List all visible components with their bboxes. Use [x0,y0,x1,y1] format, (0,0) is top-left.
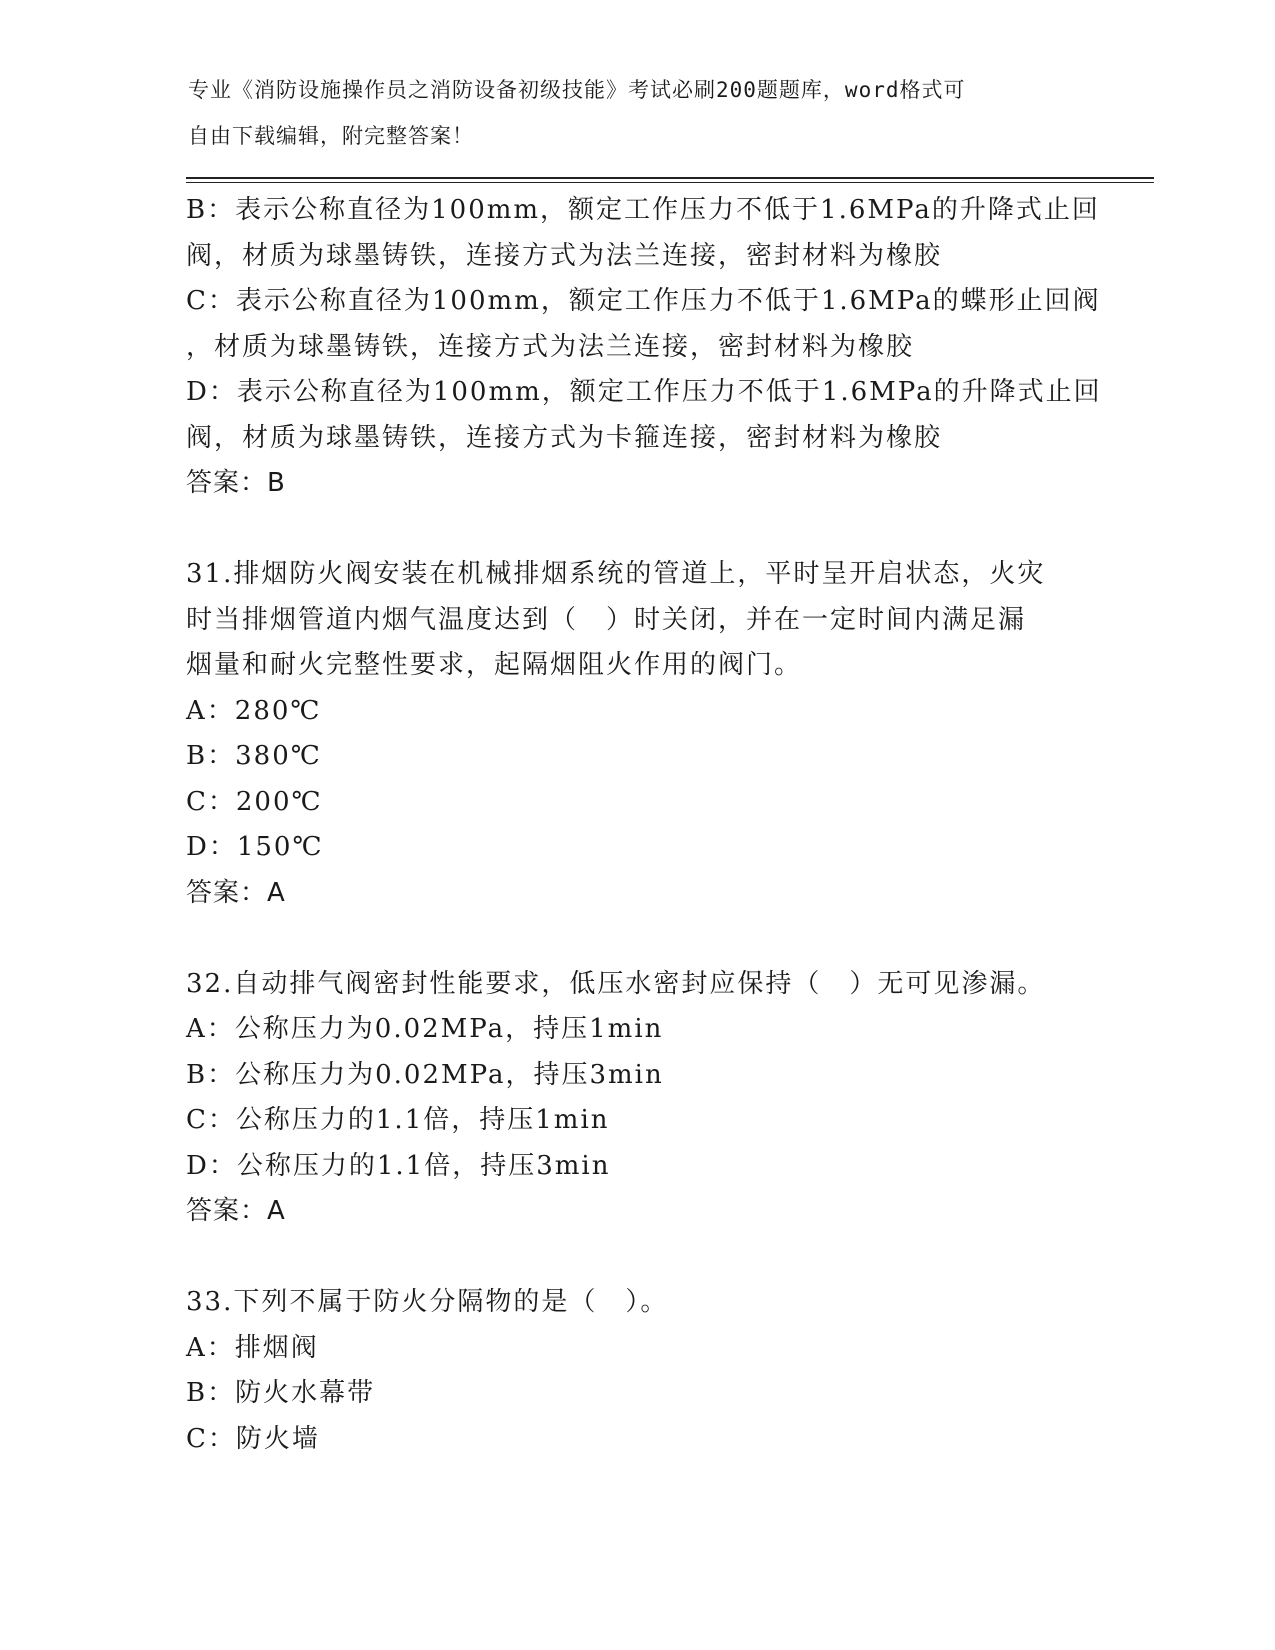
option-a: A：280℃ [186,695,322,726]
option-c: C：防火墙 [186,1423,320,1454]
answer: 答案：B [186,468,286,498]
answer: 答案：A [186,1196,286,1226]
question-32 [186,962,1086,1235]
document-body [186,188,1102,1462]
document-header [188,74,1088,165]
question-stem: 时当排烟管道内烟气温度达到（ ）时关闭，并在一定时间内满足漏 [186,604,1027,635]
option-d: D：公称压力的1.1倍，持压3min [186,1150,611,1181]
question-stem: 32.自动排气阀密封性能要求，低压水密封应保持（ ）无可见渗漏。 [186,968,1046,999]
option-a: A：公称压力为0.02MPa，持压1min [186,1014,664,1044]
header-line: 自由下载编辑，附完整答案！ [188,123,474,148]
question-stem: 33.下列不属于防火分隔物的是（ ）。 [186,1287,669,1317]
answer: 答案：A [186,877,286,908]
option-b: B：防火水幕带 [186,1378,376,1408]
question-31 [186,552,1086,916]
option-b: B：380℃ [186,741,322,771]
option-d-cont: 阀，材质为球墨铸铁，连接方式为卡箍连接，密封材料为橡胶 [186,422,943,453]
option-c: C：200℃ [186,786,323,817]
option-b: B：公称压力为0.02MPa，持压3min [186,1059,664,1090]
option-b: B：表示公称直径为100mm，额定工作压力不低于1.6MPa的升降式止回 [186,195,1100,225]
option-a: A：排烟阀 [186,1332,319,1363]
option-b-cont: 阀，材质为球墨铸铁，连接方式为法兰连接，密封材料为橡胶 [186,240,943,271]
option-c: C：公称压力的1.1倍，持压1min [186,1105,610,1135]
option-c: C：表示公称直径为100mm，额定工作压力不低于1.6MPa的蝶形止回阀 [186,286,1101,316]
option-d: D：150℃ [186,832,324,862]
option-d: D：表示公称直径为100mm，额定工作压力不低于1.6MPa的升降式止回 [186,377,1102,407]
header-divider-thin [186,182,1154,183]
question-30-continued [186,188,1102,507]
header-line: 专业《消防设施操作员之消防设备初级技能》考试必刷200题题库，word格式可 [188,78,966,102]
question-33 [186,1280,1086,1462]
question-stem: 烟量和耐火完整性要求，起隔烟阻火作用的阀门。 [186,650,803,680]
question-stem: 31.排烟防火阀安装在机械排烟系统的管道上，平时呈开启状态，火灾 [186,559,1046,589]
header-divider [186,177,1154,179]
option-c-cont: ，材质为球墨铸铁，连接方式为法兰连接，密封材料为橡胶 [186,331,915,362]
